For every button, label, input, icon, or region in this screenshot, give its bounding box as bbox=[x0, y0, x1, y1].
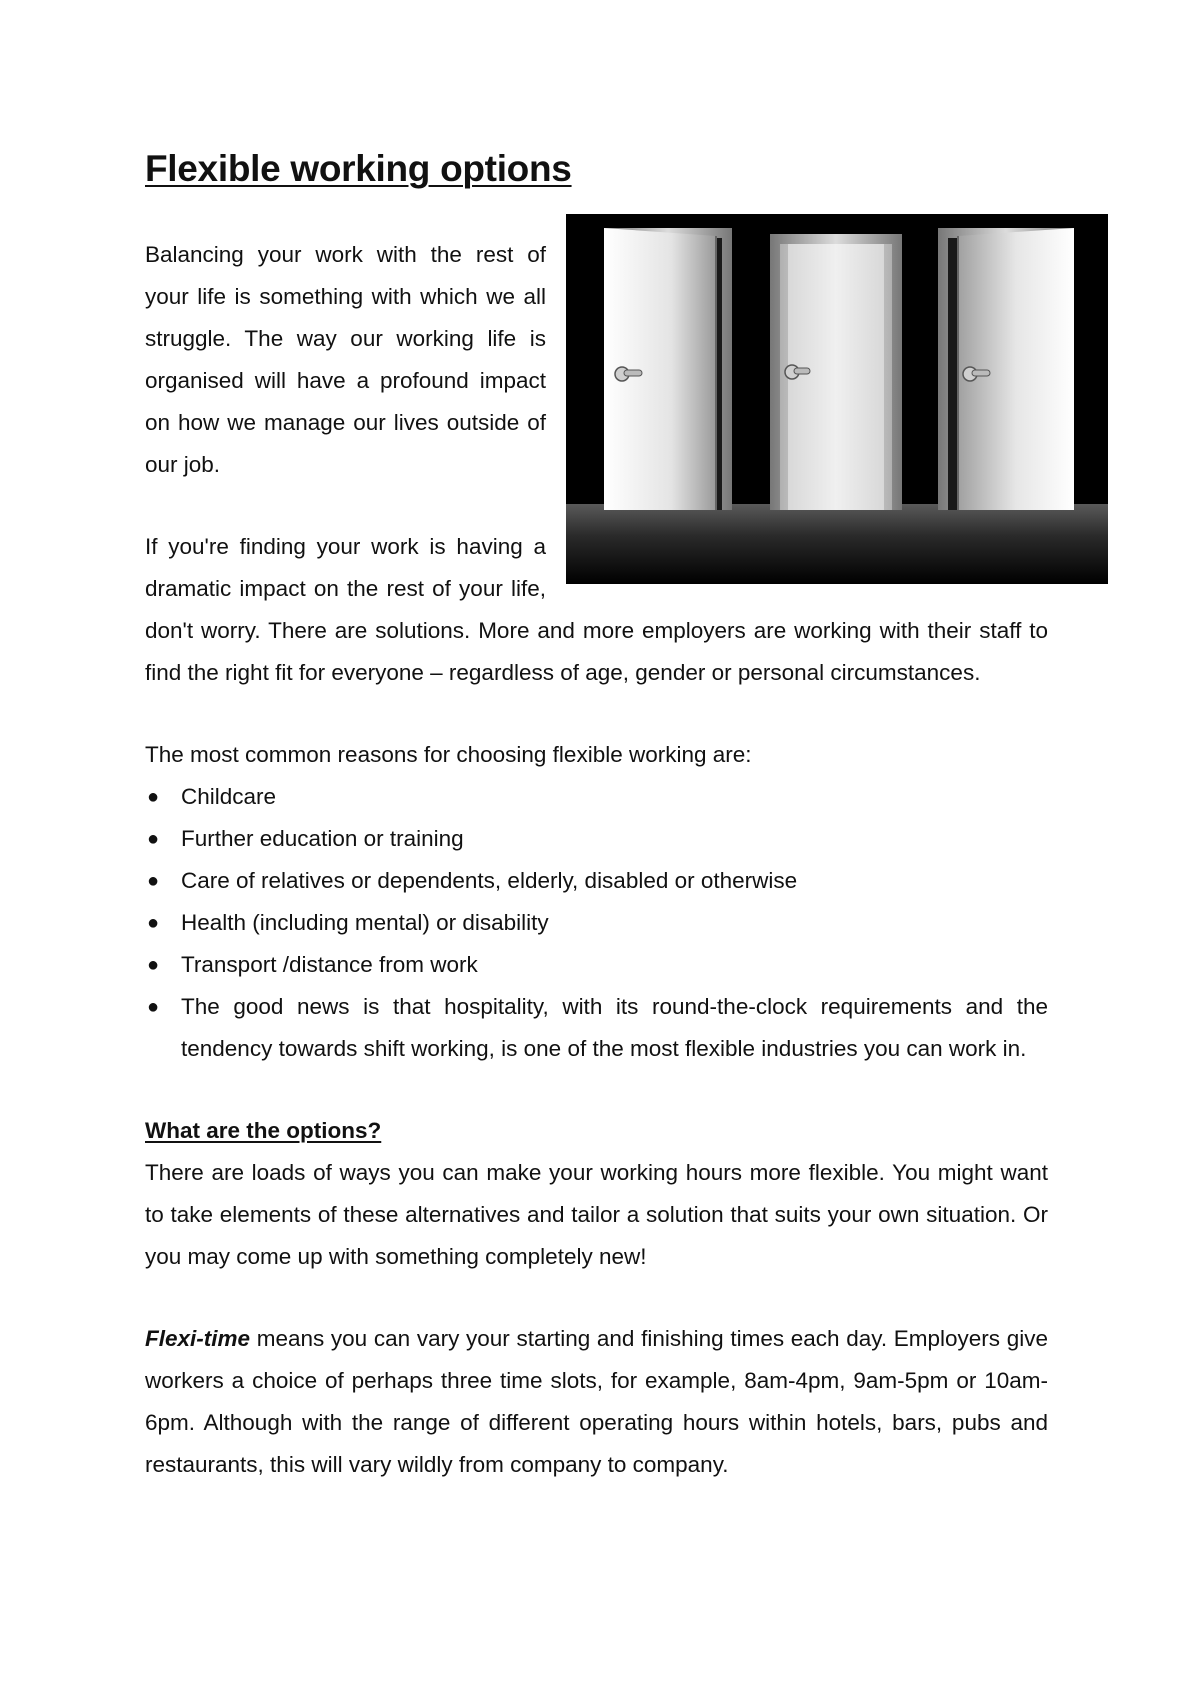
list-item: ● Transport /distance from work bbox=[145, 944, 1048, 986]
bullet-icon: ● bbox=[147, 954, 160, 976]
bullet-icon: ● bbox=[147, 870, 160, 892]
bullet-icon: ● bbox=[147, 786, 160, 808]
intro-paragraph: Balancing your work with the rest of your life is something with which we all struggle. The way our working life is organised will have a profound impact on how we manage our lives outside of our job. bbox=[145, 242, 546, 477]
right-door bbox=[938, 228, 1074, 510]
list-item: ● Further education or training bbox=[145, 818, 1048, 860]
list-item: ● Health (including mental) or disability bbox=[145, 902, 1048, 944]
worry-paragraph: If you're finding your work is having a dramatic impact on the rest of your life, don't worry. There are solutions. More and more employers are working with their staff to find the right fit for everyone – regardless of age, gender or personal circumstances. bbox=[145, 534, 1048, 685]
flexitime-paragraph bbox=[145, 1318, 1048, 1486]
center-door bbox=[770, 234, 902, 510]
list-item: ● Care of relatives or dependents, elderly, disabled or otherwise bbox=[145, 860, 1048, 902]
options-paragraph: There are loads of ways you can make your working hours more flexible. You might want to take elements of these alternatives and tailor a solution that suits your own situation. Or you may come up with something completely new! bbox=[145, 1160, 1048, 1269]
bullet-icon: ● bbox=[147, 996, 160, 1018]
document-body bbox=[145, 140, 1048, 1526]
reasons-intro: The most common reasons for choosing flexible working are: bbox=[145, 742, 752, 767]
flexitime-description: means you can vary your starting and finishing times each day. Employers give workers a choice of perhaps three time slots, for example, 8am-4pm, 9am-5pm or 10am-6pm. Although with the range of different operating hours within hotels, bars, pubs and restaurants, this will vary wildly from company to company. bbox=[145, 1326, 1048, 1477]
list-item: ● The good news is that hospitality, with its round-the-clock requirements and the tendency towards shift working, is one of the most flexible industries you can work in. bbox=[145, 986, 1048, 1070]
reasons-list bbox=[145, 776, 1048, 1070]
bullet-icon: ● bbox=[147, 828, 160, 850]
options-heading: What are the options? bbox=[145, 1118, 382, 1143]
flexitime-term: Flexi-time bbox=[145, 1326, 251, 1351]
three-open-doors-image bbox=[566, 214, 1108, 584]
bullet-icon: ● bbox=[147, 912, 160, 934]
list-item: ● Childcare bbox=[145, 776, 1048, 818]
page-title: Flexible working options bbox=[145, 148, 572, 189]
left-door bbox=[604, 228, 732, 510]
